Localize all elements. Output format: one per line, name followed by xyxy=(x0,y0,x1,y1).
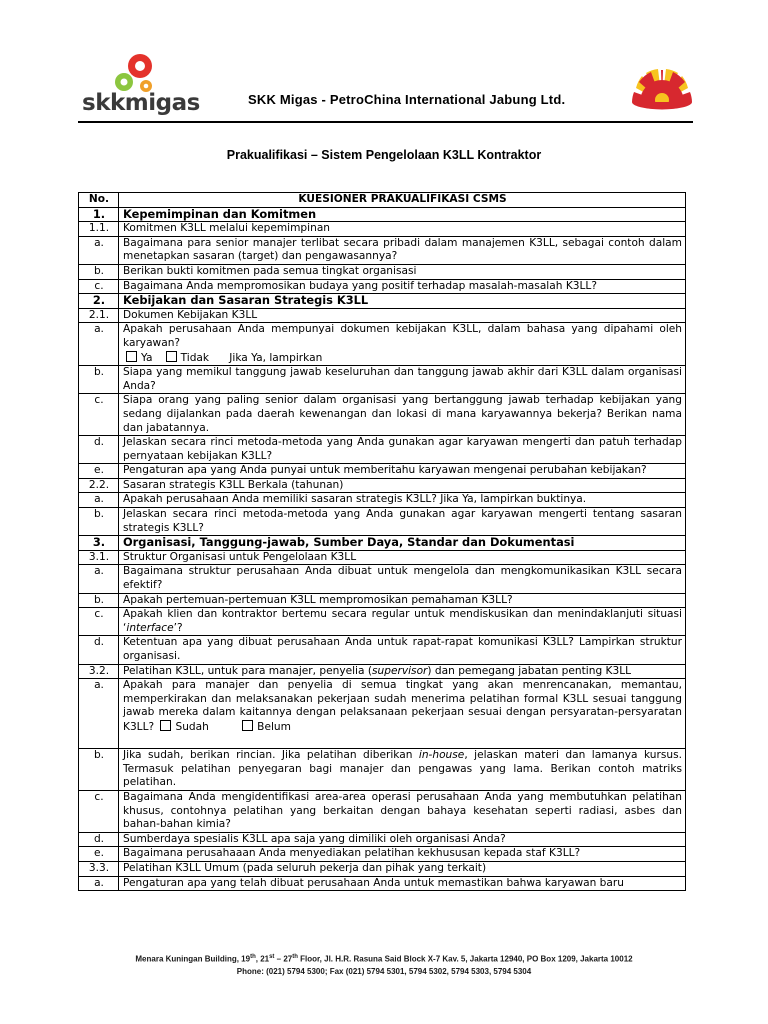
page-header xyxy=(0,0,768,125)
row-number: a. xyxy=(79,236,119,264)
question-row xyxy=(79,876,686,891)
row-text: Apakah para manajer dan penyelia di semua tingkat yang akan menrencanakan, memantau, memperkirakan dan melaksanakan pekerjaan sudah menerima pelatihan formal K3LL sesuai tanggung jawab mereka dalam kaitannya dengan pelaksanaan pekerjaan sesuai dengan persyaratan-persyaratan K3LL? Sudah Belum xyxy=(119,679,686,749)
row-text: Dokumen Kebijakan K3LL xyxy=(119,308,686,323)
question-row xyxy=(79,608,686,636)
row-text: Sasaran strategis K3LL Berkala (tahunan) xyxy=(119,478,686,493)
row-number: 1. xyxy=(79,207,119,222)
row-text: Pengaturan apa yang Anda punyai untuk memberitahu karyawan mengenai perubahan kebijakan? xyxy=(119,464,686,479)
row-text: Jelaskan secara rinci metoda-metoda yang Anda gunakan agar karyawan mengerti tentang sasaran strategis K3LL? xyxy=(119,508,686,536)
question-row xyxy=(79,436,686,464)
footer-address: Menara Kuningan Building, 19th, 21st – 27th Floor, Jl. H.R. Rasuna Said Block X-7 Kav. 5, Jakarta 12940, PO Box 1209, Jakarta 10012 xyxy=(135,954,633,964)
page-footer xyxy=(0,951,768,978)
row-text: Ketentuan apa yang dibuat perusahaan Anda untuk rapat-rapat komunikasi K3LL? Lampirkan struktur organisasi. xyxy=(119,636,686,664)
row-text: Jika sudah, berikan rincian. Jika pelatihan diberikan in-house, jelaskan materi dan lamanya kursus. Termasuk pelatihan penyegaran bagi manajer dan pengawas yang lama. Berikan contoh matriks pelatihan. xyxy=(119,749,686,791)
row-number: 3. xyxy=(79,536,119,551)
row-number: b. xyxy=(79,749,119,791)
row-text: Komitmen K3LL melalui kepemimpinan xyxy=(119,222,686,237)
row-text: Pelatihan K3LL, untuk para manajer, penyelia (supervisor) dan pemegang jabatan penting K3LL xyxy=(119,664,686,679)
row-text: Berikan bukti komitmen pada semua tingkat organisasi xyxy=(119,264,686,279)
row-number: 2. xyxy=(79,294,119,309)
subsection-row xyxy=(79,550,686,565)
question-row xyxy=(79,508,686,536)
question-row xyxy=(79,790,686,832)
subsection-row xyxy=(79,222,686,237)
row-text: Bagaimana para senior manajer terlibat secara pribadi dalam manajemen K3LL, sebagai contoh dalam menetapkan sasaran (target) dan pengawasannya? xyxy=(119,236,686,264)
row-number: a. xyxy=(79,323,119,366)
footer-phone: Phone: (021) 5794 5300; Fax (021) 5794 5301, 5794 5302, 5794 5303, 5794 5304 xyxy=(236,966,532,976)
row-number: d. xyxy=(79,436,119,464)
table-header-row xyxy=(79,193,686,208)
question-row xyxy=(79,279,686,294)
row-text: Pengaturan apa yang telah dibuat perusahaan Anda untuk memastikan bahwa karyawan baru xyxy=(119,876,686,891)
row-text: Apakah klien dan kontraktor bertemu secara regular untuk mendiskusikan dan menindaklanjuti situasi ‘interface’? xyxy=(119,608,686,636)
row-number: b. xyxy=(79,508,119,536)
row-number: a. xyxy=(79,493,119,508)
row-number: c. xyxy=(79,394,119,436)
row-number: 3.1. xyxy=(79,550,119,565)
row-number: c. xyxy=(79,790,119,832)
column-header-title: KUESIONER PRAKUALIFIKASI CSMS xyxy=(119,193,686,208)
section-row xyxy=(79,536,686,551)
row-number: d. xyxy=(79,832,119,847)
question-row xyxy=(79,749,686,791)
row-number: a. xyxy=(79,679,119,749)
question-row xyxy=(79,236,686,264)
row-text: Bagaimana Anda mempromosikan budaya yang positif terhadap masalah-masalah K3LL? xyxy=(119,279,686,294)
question-row xyxy=(79,847,686,862)
subsection-row xyxy=(79,478,686,493)
row-number: b. xyxy=(79,366,119,394)
row-text: Sumberdaya spesialis K3LL apa saja yang dimiliki oleh organisasi Anda? xyxy=(119,832,686,847)
row-number: a. xyxy=(79,876,119,891)
row-number: 3.3. xyxy=(79,861,119,876)
row-number: 3.2. xyxy=(79,664,119,679)
checkbox-belum[interactable] xyxy=(242,720,253,731)
checkbox-ya[interactable] xyxy=(126,351,137,362)
header-rule xyxy=(78,121,693,123)
row-text: Kebijakan dan Sasaran Strategis K3LL xyxy=(119,294,686,309)
row-number: b. xyxy=(79,264,119,279)
row-text: Pelatihan K3LL Umum (pada seluruh pekerja dan pihak yang terkait) xyxy=(119,861,686,876)
petrochina-logo-icon xyxy=(632,58,692,112)
subsection-row xyxy=(79,308,686,323)
questionnaire-table xyxy=(78,192,686,891)
row-number: a. xyxy=(79,565,119,593)
section-row xyxy=(79,294,686,309)
row-text: Bagaimana Anda mengidentifikasi area-area operasi perusahaan Anda yang membutuhkan pelatihan khusus, contohnya pelatihan yang berkaitan dengan bahaya kesehatan seperti radiasi, asbes dan bahan-bahan kimia? xyxy=(119,790,686,832)
question-row xyxy=(79,832,686,847)
checkbox-sudah[interactable] xyxy=(160,720,171,731)
question-row xyxy=(79,565,686,593)
row-text: Apakah perusahaan Anda memiliki sasaran strategis K3LL? Jika Ya, lampirkan buktinya. xyxy=(119,493,686,508)
question-row xyxy=(79,493,686,508)
question-row xyxy=(79,679,686,749)
section-row xyxy=(79,207,686,222)
question-row xyxy=(79,593,686,608)
question-row xyxy=(79,323,686,366)
question-row xyxy=(79,464,686,479)
company-name: SKK Migas - PetroChina International Jabung Ltd. xyxy=(248,92,566,107)
table-body xyxy=(79,207,686,891)
row-number: c. xyxy=(79,279,119,294)
row-text: Apakah pertemuan-pertemuan K3LL mempromosikan pemahaman K3LL? xyxy=(119,593,686,608)
row-text: Siapa yang memikul tanggung jawab keseluruhan dan tanggung jawab akhir dari K3LL dalam organisasi Anda? xyxy=(119,366,686,394)
row-number: c. xyxy=(79,608,119,636)
row-text: Apakah perusahaan Anda mempunyai dokumen kebijakan K3LL, dalam bahasa yang dipahami oleh karyawan? Ya Tidak Jika Ya, lampirkan xyxy=(119,323,686,366)
question-row xyxy=(79,636,686,664)
row-text: Jelaskan secara rinci metoda-metoda yang Anda gunakan agar karyawan mengerti dan patuh terhadap pernyataan kebijakan K3LL? xyxy=(119,436,686,464)
row-number: 1.1. xyxy=(79,222,119,237)
row-number: 2.1. xyxy=(79,308,119,323)
row-number: d. xyxy=(79,636,119,664)
subsection-row xyxy=(79,664,686,679)
row-text: Siapa orang yang paling senior dalam organisasi yang bertanggung jawab terhadap kebijakan yang sedang dijalankan pada daerah kewenangan dan lokasi di mana karyawannya bekerja? Berikan nama dan jabatannya. xyxy=(119,394,686,436)
row-number: e. xyxy=(79,464,119,479)
skkmigas-logo xyxy=(82,52,200,118)
checkbox-tidak[interactable] xyxy=(166,351,177,362)
question-row xyxy=(79,264,686,279)
row-text: Kepemimpinan dan Komitmen xyxy=(119,207,686,222)
question-row xyxy=(79,394,686,436)
document-title: Prakualifikasi – Sistem Pengelolaan K3LL Kontraktor xyxy=(226,148,542,162)
row-text: Bagaimana perusahaaan Anda menyediakan pelatihan kekhususan kepada staf K3LL? xyxy=(119,847,686,862)
answer-options: Ya Tidak Jika Ya, lampirkan xyxy=(123,352,322,364)
subsection-row xyxy=(79,861,686,876)
row-number: 2.2. xyxy=(79,478,119,493)
skkmigas-logo-text: skkmigas xyxy=(82,90,200,116)
row-text: Struktur Organisasi untuk Pengelolaan K3LL xyxy=(119,550,686,565)
row-number: b. xyxy=(79,593,119,608)
question-row xyxy=(79,366,686,394)
row-text: Organisasi, Tanggung-jawab, Sumber Daya, Standar dan Dokumentasi xyxy=(119,536,686,551)
row-number: e. xyxy=(79,847,119,862)
row-text: Bagaimana struktur perusahaan Anda dibuat untuk mengelola dan mengkomunikasikan K3LL secara efektif? xyxy=(119,565,686,593)
column-header-no: No. xyxy=(79,193,119,208)
